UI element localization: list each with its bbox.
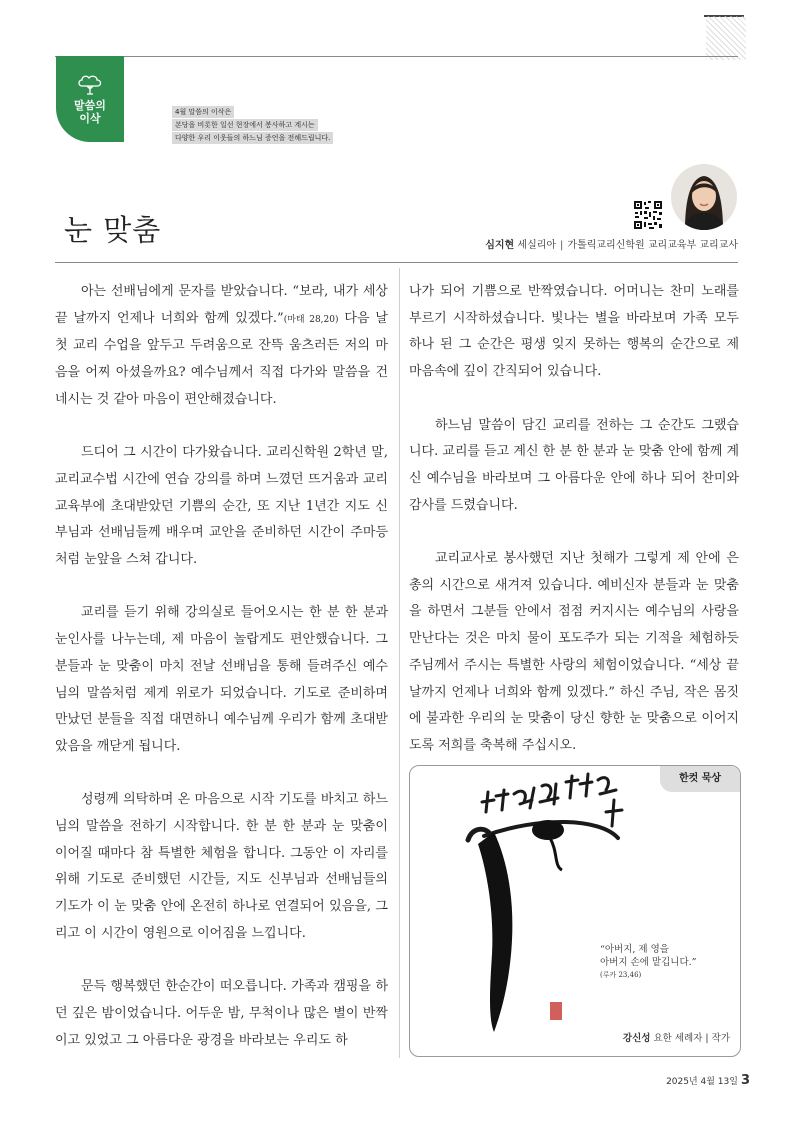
author-affiliation: 가톨릭교리신학원 교리교육부 교리교사 <box>567 240 738 251</box>
section-intro <box>172 106 333 145</box>
section-label-line2: 이삭 <box>79 112 101 125</box>
intro-line: 본당을 비롯한 일선 현장에서 봉사하고 계시는 <box>172 119 318 131</box>
paragraph: 교리교사로 봉사했던 지난 첫해가 그렇게 제 안에 은총의 시간으로 새겨져 있습니다. 예비신자 분들과 눈 맞춤을 하면서 그분들 안에서 점점 커지시는 예수님의 사랑을 만난다는 것은 마치 물이 포도주가 되는 기적을 체험하듯 주님께서 주시는 특별한 사랑의 체험이었습니다. “세상 끝 날까지 언제나 너희와 함께 있겠다.” 하신 주님, 작은 몸짓에 불과한 우리의 눈 맞춤이 당신 향한 눈 맞춤으로 이어지도록 저희를 축복해 주십시오. <box>409 551 739 753</box>
paragraph: 드디어 그 시간이 다가왔습니다. 교리신학원 2학년 말, 교리교수법 시간에 연습 강의를 하며 느꼈던 뜨거움과 교리교육부에 초대받았던 기쁨의 순간, 또 지난 1년간 지도 신부님과 선배님들께 배우며 교안을 준비하던 시간이 주마등처럼 눈앞을 스쳐 갑니다. <box>55 445 388 568</box>
artist-role: 작가 <box>711 1033 730 1044</box>
article-title: 눈 맞춤 <box>64 213 162 247</box>
column-divider <box>399 268 400 1058</box>
paragraph-text: 아는 선배님에게 문자를 받았습니다. “보라, 내가 세상 끝 날까지 언제나 너희와 함께 있겠다.” <box>55 284 388 326</box>
author-avatar <box>671 164 737 230</box>
meditation-box <box>409 765 741 1057</box>
separator: | <box>560 240 564 251</box>
quote-line: “아버지, 제 영을 <box>600 944 669 955</box>
artist-credit <box>623 1030 730 1044</box>
separator: | <box>705 1033 709 1044</box>
meditation-quote <box>600 943 697 982</box>
paragraph <box>55 279 388 414</box>
calligraphy-artwork <box>430 770 660 1040</box>
author-byline <box>485 236 738 251</box>
quote-reference: (루카 23,46) <box>600 971 642 979</box>
artist-name: 강신성 <box>622 1033 651 1044</box>
article-left-column <box>55 279 388 1054</box>
quote-line: 아버지 손에 맡깁니다.” <box>600 957 697 968</box>
page-number: 3 <box>740 1073 750 1088</box>
corner-texture <box>706 16 746 60</box>
paragraph-text: 다음 날 첫 교리 수업을 앞두고 두려움으로 잔뜩 움츠러든 저의 마음을 어찌 아셨을까요? 예수님께서 직접 다가와 말씀을 건네시는 것 같아 마음이 편안해졌습니다. <box>55 310 388 407</box>
intro-line: 4월 말씀의 이삭은 <box>172 106 234 118</box>
author-baptism: 세실리아 <box>517 240 557 251</box>
tree-icon <box>76 74 104 96</box>
author-name: 심지현 <box>485 240 515 251</box>
title-rule <box>55 262 738 263</box>
meditation-badge: 한컷 묵상 <box>660 766 740 792</box>
red-seal-stamp <box>550 1002 562 1020</box>
paragraph: 성령께 의탁하며 온 마음으로 시작 기도를 바치고 하느님의 말씀을 전하기 시작합니다. 한 분 한 분과 눈 맞춤이 이어질 때마다 참 특별한 체험을 합니다. 그동안 이 자리를 위해 기도로 준비했던 시간들, 지도 신부님과 선배님들의 기도가 이 눈 맞춤 안에 온전히 하나로 연결되어 있음을, 그리고 이 시간이 영원으로 이어짐을 느낍니다. <box>55 792 388 941</box>
page-footer <box>666 1073 750 1088</box>
intro-line: 다양한 우리 이웃들의 하느님 증언을 전해드립니다. <box>172 132 333 144</box>
paragraph: 하느님 말씀이 담긴 교리를 전하는 그 순간도 그랬습니다. 교리를 듣고 계신 한 분 한 분과 눈 맞춤 안에 함께 계신 예수님을 바라보며 그 아름다운 안에 하나 되어 찬미와 감사를 드렸습니다. <box>409 417 739 513</box>
section-label-line1: 말씀의 <box>74 99 106 112</box>
paragraph: 문득 행복했던 한순간이 떠오릅니다. 가족과 캠핑을 하던 깊은 밤이었습니다. 어두운 밤, 무척이나 많은 별이 반짝이고 있었고 그 아름다운 광경을 바라보는 우리도 하 <box>55 979 388 1048</box>
paragraph-continued: 나가 되어 기쁨으로 반짝였습니다. 어머니는 찬미 노래를 부르기 시작하셨습니다. 빛나는 별을 바라보며 가족 모두 하나 된 그 순간은 평생 잊지 못하는 행복의 순간으로 제 마음속에 깊이 간직되어 있습니다. <box>409 284 739 380</box>
section-label <box>56 99 124 125</box>
paragraph: 교리를 듣기 위해 강의실로 들어오시는 한 분 한 분과 눈인사를 나누는데, 제 마음이 놀랍게도 편안했습니다. 그분들과 눈 맞춤이 마치 전날 선배님을 통해 들려주신 예수님의 말씀처럼 제게 위로가 되었습니다. 기도로 준비하며 만났던 분들을 직접 대면하니 예수님께 우리가 함께 초대받았음을 깨닫게 됩니다. <box>55 605 388 754</box>
qr-code-icon[interactable] <box>633 200 663 230</box>
header-rule <box>55 56 738 57</box>
bible-reference: (마태 28,20) <box>283 314 339 325</box>
article-right-column <box>409 279 739 760</box>
artist-baptism: 요한 세례자 <box>653 1033 703 1044</box>
issue-date: 2025년 4월 13일 <box>666 1077 738 1087</box>
